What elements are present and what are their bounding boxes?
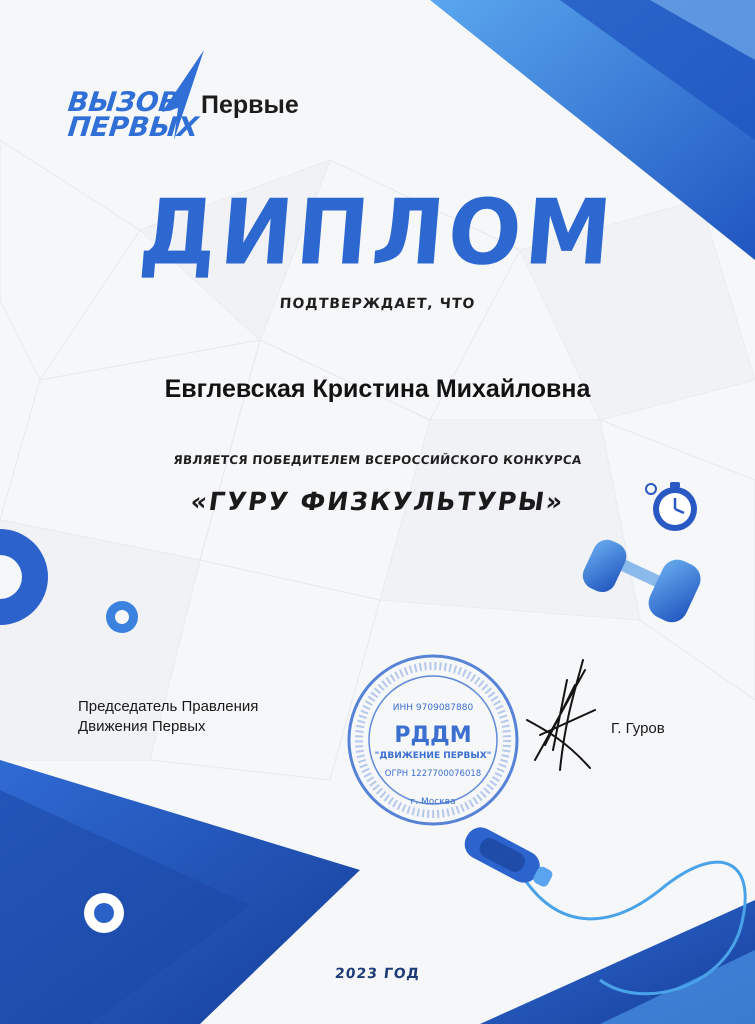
signature (505, 650, 615, 780)
diploma-year: 2023 ГОД (334, 966, 421, 982)
logo-word-line1: ВЫЗОВ (66, 87, 181, 118)
chair-position (78, 697, 258, 737)
logo-word-line2: ПЕРВЫХ (66, 112, 200, 143)
stamp-subtitle: "ДВИЖЕНИЕ ПЕРВЫХ" (374, 751, 492, 761)
stamp-inn: ИНН 9709087880 (392, 703, 474, 713)
contest-name: «ГУРУ ФИЗКУЛЬТУРЫ» (188, 487, 567, 516)
chair-line-2: Движения Первых (78, 718, 206, 735)
stamp-title: РДДМ (394, 723, 472, 748)
recipient-name: Евглевская Кристина Михайловна (164, 375, 591, 403)
stamp-ogrn: ОГРН 1227700076018 (384, 769, 482, 779)
logo (62, 50, 312, 150)
diploma-title: ДИПЛОМ (135, 180, 620, 286)
stamp-city: г. Москва (410, 797, 456, 807)
official-stamp (345, 652, 521, 828)
chair-line-1: Председатель Правления (78, 698, 259, 715)
signer-name: Г. Гуров (611, 720, 665, 737)
winner-statement: ЯВЛЯЕТСЯ ПОБЕДИТЕЛЕМ ВСЕРОССИЙСКОГО КОНКУРСА (172, 453, 583, 467)
logo-brand: Первые (201, 91, 299, 119)
diploma-subtitle: ПОДТВЕРЖДАЕТ, ЧТО (279, 296, 476, 312)
